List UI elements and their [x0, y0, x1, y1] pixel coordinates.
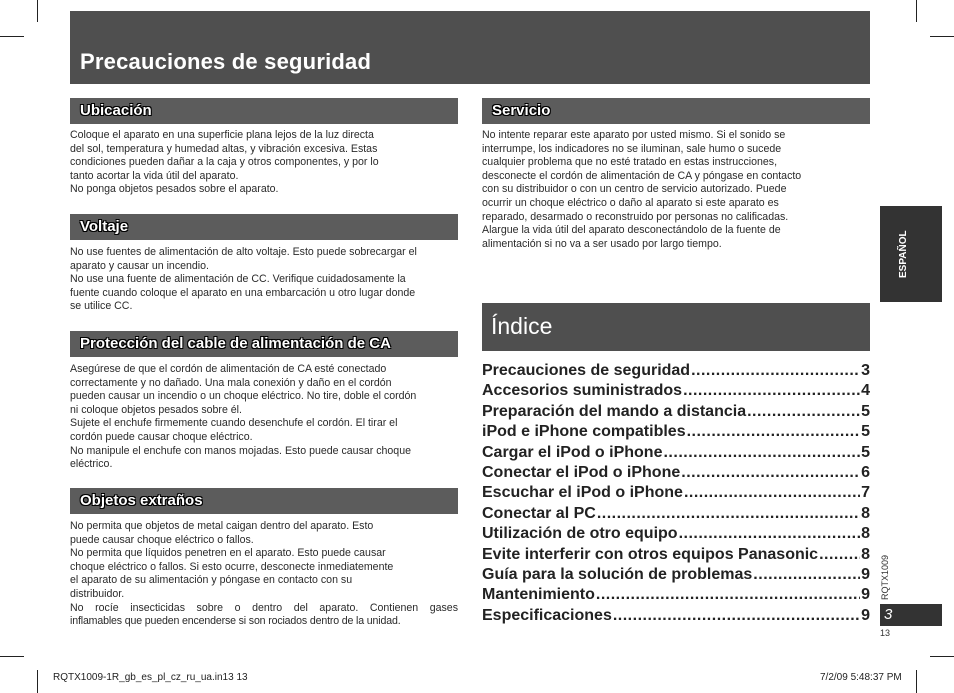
body-line: cordón puede causar choque eléctrico.	[70, 430, 253, 443]
body-line: Sujete el enchufe firmemente cuando desenchufe el cordón. El tirar el	[70, 417, 398, 430]
page-title: Precauciones de seguridad	[80, 49, 372, 74]
toc-leader	[683, 382, 860, 400]
toc-page: 7	[861, 484, 870, 502]
toc-entry[interactable]	[482, 382, 870, 402]
toc-label: Utilización de otro equipo	[482, 525, 678, 543]
section-heading-servicio	[482, 98, 870, 124]
toc-leader	[679, 525, 861, 543]
section-heading-voltaje	[70, 214, 458, 240]
model-code-vertical: RQTX1009	[880, 554, 890, 600]
language-tab-label: ESPAÑOL	[898, 230, 909, 278]
body-line: reparado, desarmado o reconstruido por personas no calificadas.	[482, 210, 789, 223]
toc-entry[interactable]	[482, 525, 870, 545]
body-line: ocurrir un choque eléctrico o daño al aparato si este aparato es	[482, 196, 779, 209]
toc-label: Mantenimiento	[482, 586, 595, 604]
body-line: alimentación si no va a ser usado por largo tiempo.	[482, 237, 722, 250]
body-line: interrumpe, los indicadores no se iluminan, sale humo o sucede	[482, 142, 782, 155]
body-line: puede causar choque eléctrico o fallos.	[70, 533, 254, 546]
toc-leader	[681, 464, 860, 482]
crop-mark	[37, 0, 38, 22]
page-title-bar	[70, 11, 870, 84]
toc-entry[interactable]	[482, 444, 870, 464]
page-number: 3	[884, 606, 893, 623]
toc-leader	[753, 566, 860, 584]
body-line: correctamente y no dañado. Una mala conexión y daño en el cordón	[70, 376, 392, 389]
toc-leader	[613, 607, 860, 625]
toc-entry[interactable]	[482, 546, 870, 566]
section-body-proteccion	[70, 363, 462, 472]
body-line: No use fuentes de alimentación de alto voltaje. Esto puede sobrecargar el	[70, 246, 417, 258]
toc-label: Conectar el iPod o iPhone	[482, 463, 681, 481]
section-heading-text: Servicio	[492, 102, 551, 119]
toc-leader	[597, 505, 860, 523]
body-line: pueden causar un incendio o un choque eléctrico. No tire, doble el cordón	[70, 390, 417, 403]
toc-label: Preparación del mando a distancia	[482, 402, 747, 420]
toc-entry[interactable]	[482, 423, 870, 443]
indice-heading-bar	[482, 303, 870, 351]
body-line: No manipule el enchufe con manos mojadas. Esto puede causar choque	[70, 444, 411, 457]
body-line: condiciones pueden dañar a la caja y otros componentes, y por lo	[70, 156, 379, 169]
body-line: No permita que objetos de metal caigan dentro del aparato. Esto	[70, 520, 374, 532]
footer-timestamp: 7/2/09 5:48:37 PM	[820, 672, 902, 683]
toc-label: Accesorios suministrados	[482, 382, 683, 400]
toc-leader	[663, 444, 860, 462]
toc-label: iPod e iPhone compatibles	[482, 423, 686, 441]
crop-mark	[37, 670, 38, 693]
toc-leader	[691, 362, 860, 380]
toc-leader	[747, 403, 860, 421]
toc-label: Escuchar el iPod o iPhone	[482, 484, 683, 502]
page-number-small: 13	[880, 628, 891, 638]
section-heading-proteccion	[70, 331, 458, 357]
body-line: aparato y causar un incendio.	[70, 259, 209, 272]
toc-entry[interactable]	[482, 362, 870, 382]
toc-page: 8	[861, 545, 870, 563]
body-line: cualquier problema que no esté tratado en estas instrucciones,	[482, 156, 778, 169]
section-body-servicio	[482, 129, 872, 251]
body-line: No permita que líquidos penetren en el aparato. Esto puede causar	[70, 547, 386, 560]
toc-entry[interactable]	[482, 464, 870, 484]
page-number-box	[880, 604, 942, 626]
indice-heading: Índice	[491, 313, 553, 339]
toc-label: Evite interferir con otros equipos Panasonic	[482, 545, 819, 563]
body-line: choque eléctrico o fallos. Si esto ocurre, desconecte inmediatemente	[70, 560, 394, 573]
toc-label: Precauciones de seguridad	[482, 362, 691, 379]
section-body-voltaje	[70, 246, 462, 314]
toc-leader	[687, 423, 861, 441]
body-line: el aparato de su alimentación y póngase en contacto con su	[70, 574, 353, 587]
toc-entry[interactable]	[482, 505, 870, 525]
crop-mark	[916, 670, 917, 693]
section-heading-text: Ubicación	[80, 102, 152, 119]
section-heading-ubicacion	[70, 98, 458, 124]
crop-mark	[916, 0, 917, 22]
toc-label: Guía para la solución de problemas	[482, 565, 753, 583]
body-line: fuente cuando coloque el aparato en una embarcación u otro lugar donde	[70, 286, 416, 299]
toc-page: 3	[861, 362, 870, 379]
toc-leader	[684, 484, 860, 502]
toc-label: Cargar el iPod o iPhone	[482, 443, 663, 461]
body-line: Alargue la vida útil del aparato desconectándolo de la fuente de	[482, 224, 781, 237]
body-line: eléctrico.	[70, 458, 113, 471]
body-line: inflamables que pueden encenderse si son rociados dentro de la unidad.	[70, 615, 401, 628]
section-heading-objetos	[70, 488, 458, 514]
body-line: No rocíe insecticidas sobre o dentro del aparato. Contienen gases	[70, 601, 458, 614]
section-heading-text: Objetos extraños	[80, 492, 203, 509]
body-line: Asegúrese de que el cordón de alimentación de CA esté conectado	[70, 363, 387, 375]
toc-page: 9	[861, 586, 870, 604]
body-line: No intente reparar este aparato por usted mismo. Si el sonido se	[482, 129, 786, 141]
crop-mark	[930, 656, 954, 657]
toc-page: 9	[861, 565, 870, 583]
section-heading-text: Voltaje	[80, 218, 129, 235]
crop-mark	[0, 656, 24, 657]
crop-mark	[930, 36, 954, 37]
body-line: con su distribuidor o con un centro de servicio autorizado. Puede	[482, 183, 787, 196]
toc-entry[interactable]	[482, 403, 870, 423]
table-of-contents	[482, 362, 870, 627]
toc-label: Conectar al PC	[482, 504, 596, 522]
body-line: desconecte el cordón de alimentación de CA y póngase en contacto	[482, 169, 802, 182]
toc-leader	[819, 546, 860, 564]
toc-page: 6	[861, 463, 870, 481]
toc-page: 8	[861, 525, 870, 543]
body-line: ni coloque objetos pesados sobre él.	[70, 403, 242, 416]
body-line: distribuidor.	[70, 587, 125, 600]
body-line: se utilice CC.	[70, 300, 133, 313]
body-line: tanto acortar la vida útil del aparato.	[70, 169, 239, 182]
language-tab	[880, 206, 942, 302]
body-line: Coloque el aparato en una superficie plana lejos de la luz directa	[70, 129, 374, 141]
body-line: del sol, temperatura y humedad altas, y vibración excesiva. Estas	[70, 142, 378, 155]
toc-label: Especificaciones	[482, 606, 612, 624]
toc-page: 5	[861, 423, 870, 441]
section-body-ubicacion	[70, 129, 460, 197]
toc-entry[interactable]	[482, 586, 870, 606]
toc-page: 9	[861, 606, 870, 624]
toc-page: 5	[861, 443, 870, 461]
toc-entry[interactable]	[482, 607, 870, 627]
toc-page: 4	[861, 382, 870, 400]
section-body-objetos	[70, 520, 458, 629]
footer-file-info: RQTX1009-1R_gb_es_pl_cz_ru_ua.in13 13	[53, 672, 248, 683]
toc-page: 8	[861, 504, 870, 522]
toc-entry[interactable]	[482, 484, 870, 504]
toc-page: 5	[861, 402, 870, 420]
toc-leader	[596, 586, 860, 604]
toc-entry[interactable]	[482, 566, 870, 586]
crop-mark	[0, 36, 24, 37]
section-heading-text: Protección del cable de alimentación de CA	[80, 335, 391, 352]
body-line: No ponga objetos pesados sobre el aparato.	[70, 183, 279, 196]
body-line: No use una fuente de alimentación de CC. Verifique cuidadosamente la	[70, 273, 406, 286]
